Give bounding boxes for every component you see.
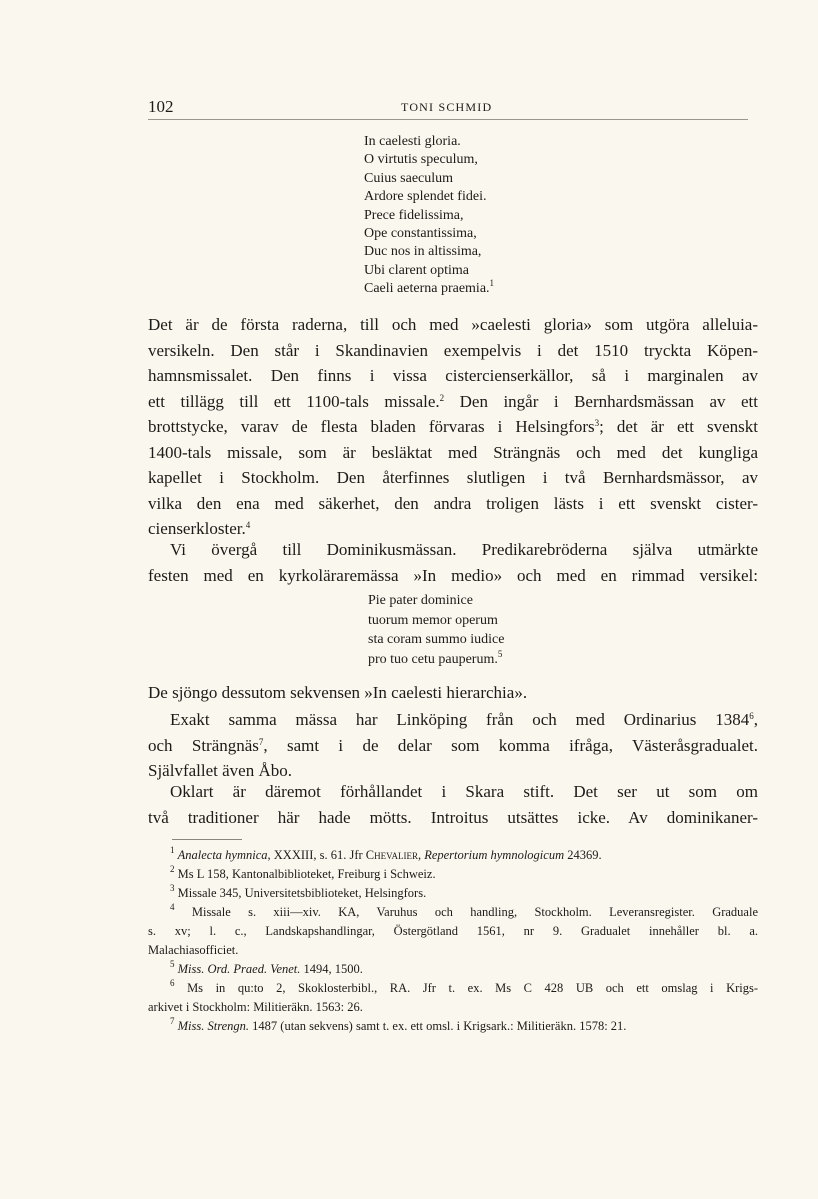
text-line: 1400-tals missale, som är besläktat med Strängnäs och med det kungliga xyxy=(148,442,758,462)
poem-line: Cuius saeculum xyxy=(364,170,454,186)
footnote-5: $^5$ Miss. Ord. Praed. Venet. 1494, 1500. xyxy=(170,959,363,976)
text-line: två traditioner här hade mötts. Introitus utsättes icke. Av dominikaner- xyxy=(148,807,758,827)
poem-line: sta coram summo iudice xyxy=(368,632,505,648)
footnote-2: $^2$ Ms L 158, Kantonalbiblioteket, Freiburg i Schweiz. xyxy=(170,864,436,881)
poem-line: Pie pater dominice xyxy=(368,593,473,608)
text-line: cienserkloster.$^4$ xyxy=(148,519,251,538)
poem-line: tuorum memor operum xyxy=(368,612,498,628)
poem-line-last: pro tuo cetu pauperum.$^5$ xyxy=(368,649,503,668)
text-line: versikeln. Den står i Skandinavien exempelvis i det 1510 tryckta Köpen- xyxy=(148,340,758,360)
poem-line: O virtutis speculum, xyxy=(364,152,478,168)
poem-quotation-2 xyxy=(368,591,504,670)
text-line: brottstycke, varav de flesta bladen förvaras i Helsingfors$^3$; det är ett svenskt xyxy=(148,417,758,436)
poem-quotation-1 xyxy=(364,133,494,299)
text-line: Vi övergå till Dominikusmässan. Predikarebröderna själva utmärkte xyxy=(170,540,758,559)
paragraph-2 xyxy=(148,537,758,588)
text-line: och Strängnäs$^7$, samt i de delar som komma ifråga, Västeråsgradualet. xyxy=(148,735,758,755)
poem-line: Prece fidelissima, xyxy=(364,207,464,223)
footnotes xyxy=(148,846,758,1036)
text-line: kapellet i Stockholm. Den återfinnes slutligen i två Bernhardsmässor, av xyxy=(148,468,758,487)
page-number: 102 xyxy=(148,97,174,116)
text-line: vilka den ena med säkerhet, den andra troligen lästs i ett svenskt cister- xyxy=(148,493,758,513)
poem-line: Ope constantissima, xyxy=(364,226,477,242)
paragraph-4 xyxy=(148,707,758,784)
footnote-4-cont: s. xv; l. c., Landskapshandlingar, Östergötland 1561, nr 9. Gradualet innehåller bl. a. xyxy=(148,924,758,938)
poem-line: Ardore splendet fidei. xyxy=(364,189,487,205)
text-line: Oklart är däremot förhållandet i Skara stift. Det ser ut som om xyxy=(170,782,758,801)
footnote-ref: 5 xyxy=(497,649,503,660)
text-line: De sjöngo dessutom sekvensen »In caelesti hierarchia». xyxy=(148,683,528,702)
paragraph-1 xyxy=(148,312,758,542)
footnote-1: $^1$ Analecta hymnica, XXXIII, s. 61. Jfr Chevalier, Repertorium hymnologicum 24369. xyxy=(170,845,602,862)
poem-line: Duc nos in altissima, xyxy=(364,244,482,260)
text-line: Självfallet även Åbo. xyxy=(148,761,292,780)
footnote-ref: 7 xyxy=(258,736,264,747)
footnote-ref: 6 xyxy=(749,711,754,721)
footnote-7: $^7$ Miss. Strengn. 1487 (utan sekvens) samt t. ex. ett omsl. i Krigsark.: Militieräkn. 1578: 21. xyxy=(170,1016,627,1033)
footnote-separator xyxy=(172,839,242,840)
text-line: Det är de första raderna, till och med »caelesti gloria» som utgöra alleluia- xyxy=(148,315,758,334)
page-header xyxy=(148,97,748,120)
footnote-6-cont: arkivet i Stockholm: Militieräkn. 1563: 26. xyxy=(148,1000,363,1014)
footnote-3: $^3$ Missale 345, Universitetsbiblioteket, Helsingfors. xyxy=(170,883,427,900)
poem-line-last: Caeli aeterna praemia.$^1$ xyxy=(364,278,495,297)
footnote-4-cont: Malachiasofficiet. xyxy=(148,943,239,957)
paragraph-5 xyxy=(148,779,758,830)
text-line: hamnsmissalet. Den finns i vissa cistercienserkällor, så i marginalen av xyxy=(148,366,758,385)
paragraph-3 xyxy=(148,680,758,706)
footnote-ref: 1 xyxy=(489,278,495,289)
footnote-ref: 2 xyxy=(439,392,445,403)
poem-line: In caelesti gloria. xyxy=(364,134,461,149)
text-line: festen med en kyrkoläraremässa »In medio» och med en rimmad versikel: xyxy=(148,565,758,585)
footnote-4: $^4$ Missale s. xiii—xiv. KA, Varuhus och handling, Stockholm. Leveransregister. Graduale xyxy=(170,902,759,919)
text-line: ett tillägg till ett 1100-tals missale.$^2$ Den ingår i Bernhardsmässan av ett xyxy=(148,391,759,411)
running-head: TONI SCHMID xyxy=(401,100,493,114)
footnote-ref: 4 xyxy=(245,520,251,530)
footnote-ref: 3 xyxy=(594,418,600,428)
poem-line: Ubi clarent optima xyxy=(364,262,469,278)
footnote-6: $^6$ Ms in qu:to 2, Skoklosterbibl., RA. Jfr t. ex. Ms C 428 UB och ett omslag i Krigs- xyxy=(170,978,759,995)
text-line: Exakt samma mässa har Linköping från och med Ordinarius 1384$^6$, xyxy=(170,710,758,729)
